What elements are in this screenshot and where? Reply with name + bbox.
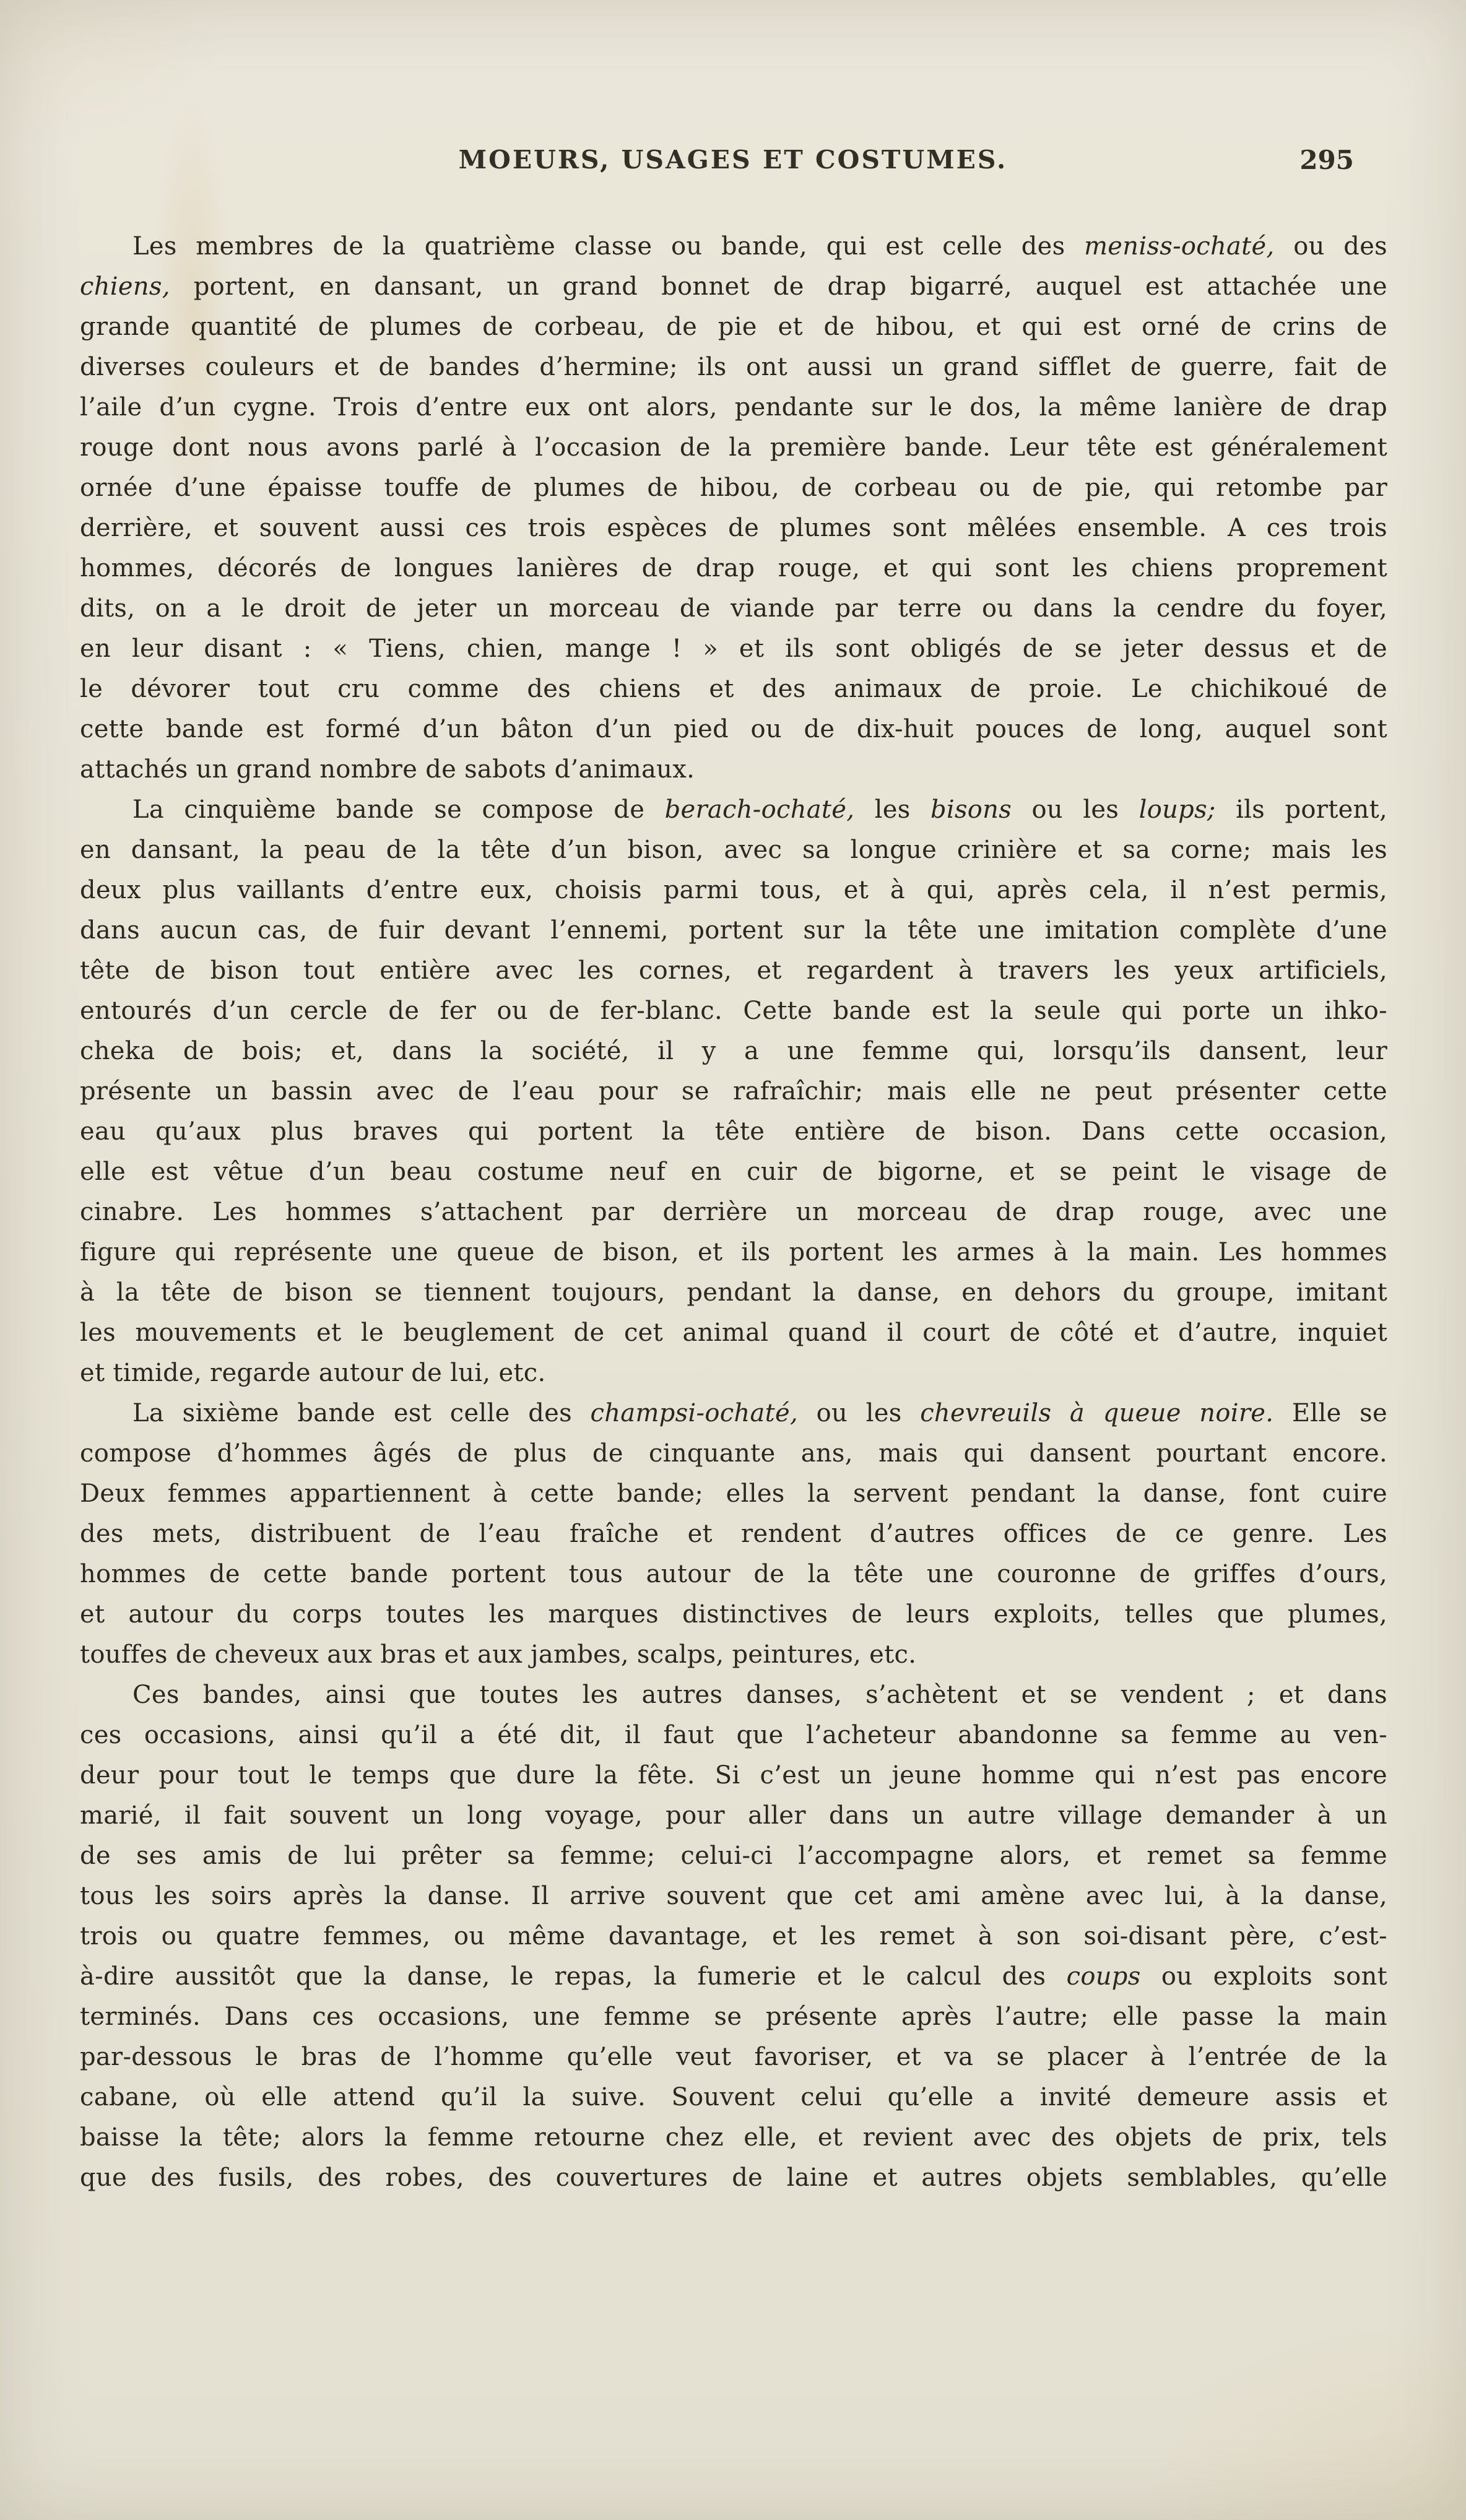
- text-segment: tous les soirs après la danse. Il arrive souvent que cet ami amène avec lui, à la danse,: [80, 1882, 1387, 1910]
- text-segment: par-dessous le bras de l’homme qu’elle veut favoriser, et va se placer à l’entrée de la: [80, 2043, 1387, 2071]
- text-segment: le dévorer tout cru comme des chiens et des animaux de proie. Le chichikoué de: [80, 675, 1387, 703]
- text-segment: Les membres de la quatrième classe ou bande, qui est celle des: [132, 232, 1085, 261]
- text-line: [80, 1031, 1387, 1072]
- text-segment: rouge dont nous avons parlé à l’occasion de la première bande. Leur tête est généralement: [80, 433, 1387, 462]
- text-line: [80, 1876, 1387, 1916]
- text-segment: trois ou quatre femmes, ou même davantage, et les remet à son soi-disant père, c’est-: [80, 1922, 1387, 1951]
- text-segment: ces occasions, ainsi qu’il a été dit, il faut que l’acheteur abandonne sa femme au ven-: [80, 1721, 1387, 1749]
- text-segment: bisons: [930, 795, 1012, 824]
- text-segment: à-dire aussitôt que la danse, le repas, la fumerie et le calcul des: [80, 1962, 1067, 1991]
- text-segment: ou les: [1012, 795, 1139, 824]
- text-line: [80, 1997, 1387, 2037]
- text-line: [80, 1916, 1387, 1957]
- running-header: [80, 145, 1386, 184]
- text-segment: compose d’hommes âgés de plus de cinquante ans, mais qui dansent pourtant encore.: [80, 1439, 1387, 1468]
- text-segment: terminés. Dans ces occasions, une femme se présente après l’autre; elle passe la main: [80, 2003, 1387, 2031]
- text-line: [80, 709, 1387, 750]
- paragraph: [80, 227, 1387, 790]
- text-line: [80, 1232, 1387, 1273]
- text-line: [80, 2037, 1387, 2077]
- text-segment: que des fusils, des robes, des couvertures de laine et autres objets semblables, qu’elle: [80, 2163, 1387, 2192]
- text-segment: des mets, distribuent de l’eau fraîche et rendent d’autres offices de ce genre. Les: [80, 1520, 1387, 1548]
- text-line: [80, 2158, 1387, 2198]
- text-line: [80, 1715, 1387, 1756]
- text-line: [80, 790, 1387, 830]
- text-segment: Deux femmes appartiennent à cette bande; elles la servent pendant la danse, font cuire: [80, 1479, 1387, 1508]
- text-segment: présente un bassin avec de l’eau pour se rafraîchir; mais elle ne peut présenter cette: [80, 1077, 1387, 1106]
- text-segment: La cinquième bande se compose de: [132, 795, 665, 824]
- text-segment: ou exploits sont: [1140, 1962, 1388, 1991]
- text-line: [80, 2077, 1387, 2118]
- text-line: [80, 1072, 1387, 1112]
- text-segment: figure qui représente une queue de bison, et ils portent les armes à la main. Les hommes: [80, 1238, 1387, 1266]
- text-segment: les: [854, 795, 930, 824]
- text-line: [80, 267, 1387, 307]
- text-line: [80, 227, 1387, 267]
- text-segment: de ses amis de lui prêter sa femme; celui-ci l’accompagne alors, et remet sa femme: [80, 1842, 1387, 1870]
- text-segment: deur pour tout le temps que dure la fête. Si c’est un jeune homme qui n’est pas encore: [80, 1761, 1387, 1790]
- text-line: [80, 428, 1387, 468]
- text-segment: touffes de cheveux aux bras et aux jambes, scalps, peintures, etc.: [80, 1640, 917, 1669]
- text-line: [80, 1273, 1387, 1313]
- text-line: [80, 388, 1387, 428]
- text-segment: attachés un grand nombre de sabots d’animaux.: [80, 755, 695, 784]
- paragraph: [80, 790, 1387, 1393]
- text-line: [80, 2118, 1387, 2158]
- text-line: [80, 589, 1387, 629]
- text-segment: grande quantité de plumes de corbeau, de pie et de hibou, et qui est orné de crins de: [80, 313, 1387, 341]
- page-number: 295: [1299, 145, 1354, 175]
- text-segment: chevreuils à queue noire.: [920, 1399, 1274, 1427]
- text-line: [80, 870, 1387, 911]
- text-segment: hommes, décorés de longues lanières de drap rouge, et qui sont les chiens proprement: [80, 554, 1387, 582]
- text-line: [80, 1393, 1387, 1434]
- text-line: [80, 307, 1387, 347]
- text-segment: elle est vêtue d’un beau costume neuf en cuir de bigorne, et se peint le visage de: [80, 1158, 1387, 1186]
- text-line: [80, 669, 1387, 709]
- text-line: [80, 1554, 1387, 1595]
- text-segment: en leur disant : « Tiens, chien, mange ! » et ils sont obligés de se jeter dessus et de: [80, 634, 1387, 663]
- text-segment: coups: [1066, 1962, 1141, 1991]
- text-segment: les mouvements et le beuglement de cet animal quand il court de côté et d’autre, inquiet: [80, 1318, 1387, 1347]
- paragraph: [80, 1675, 1387, 2198]
- text-segment: à la tête de bison se tiennent toujours, pendant la danse, en dehors du groupe, imitant: [80, 1278, 1387, 1307]
- text-line: [80, 1756, 1387, 1796]
- text-line: [80, 1152, 1387, 1192]
- text-segment: eau qu’aux plus braves qui portent la tête entière de bison. Dans cette occasion,: [80, 1117, 1387, 1146]
- text-segment: baisse la tête; alors la femme retourne chez elle, et revient avec des objets de prix, tels: [80, 2123, 1387, 2152]
- text-segment: entourés d’un cercle de fer ou de fer-blanc. Cette bande est la seule qui porte un ihko-: [80, 997, 1387, 1025]
- text-line: [80, 1434, 1387, 1474]
- text-line: [80, 629, 1387, 669]
- text-segment: loups;: [1139, 795, 1216, 824]
- text-line: [80, 347, 1387, 388]
- text-segment: ornée d’une épaisse touffe de plumes de hibou, de corbeau ou de pie, qui retombe par: [80, 474, 1387, 502]
- text-line: [80, 951, 1387, 991]
- text-line: [80, 1675, 1387, 1715]
- text-segment: et autour du corps toutes les marques distinctives de leurs exploits, telles que plumes,: [80, 1600, 1387, 1629]
- text-segment: meniss-ochaté,: [1084, 232, 1275, 261]
- text-segment: cinabre. Les hommes s’attachent par derrière un morceau de drap rouge, avec une: [80, 1198, 1387, 1226]
- text-line: [80, 830, 1387, 870]
- text-line: [80, 548, 1387, 589]
- text-segment: cabane, où elle attend qu’il la suive. Souvent celui qu’elle a invité demeure assis et: [80, 2083, 1387, 2111]
- text-segment: derrière, et souvent aussi ces trois espèces de plumes sont mêlées ensemble. A ces trois: [80, 514, 1387, 542]
- text-segment: diverses couleurs et de bandes d’hermine; ils ont aussi un grand sifflet de guerre, fait de: [80, 353, 1387, 381]
- text-segment: tête de bison tout entière avec les cornes, et regardent à travers les yeux artificiels,: [80, 956, 1387, 985]
- paragraph: [80, 1393, 1387, 1675]
- text-segment: l’aile d’un cygne. Trois d’entre eux ont alors, pendante sur le dos, la même lanière de drap: [80, 393, 1387, 422]
- text-line: [80, 1313, 1387, 1353]
- text-segment: cheka de bois; et, dans la société, il y a une femme qui, lorsqu’ils dansent, leur: [80, 1037, 1387, 1065]
- text-segment: berach-ochaté,: [664, 795, 855, 824]
- text-line: [80, 1192, 1387, 1232]
- text-line: [80, 991, 1387, 1031]
- text-segment: La sixième bande est celle des: [132, 1399, 591, 1427]
- text-segment: cette bande est formé d’un bâton d’un pied ou de dix-huit pouces de long, auquel sont: [80, 715, 1387, 743]
- text-line: [80, 1836, 1387, 1876]
- text-line: [80, 1796, 1387, 1836]
- text-line: [80, 1957, 1387, 1997]
- text-line: [80, 508, 1387, 548]
- running-header-title: MOEURS, USAGES ET COSTUMES.: [458, 145, 1008, 175]
- text-segment: en dansant, la peau de la tête d’un bison, avec sa longue crinière et sa corne; mais les: [80, 836, 1387, 864]
- text-line: [80, 1353, 1387, 1393]
- text-segment: dans aucun cas, de fuir devant l’ennemi, portent sur la tête une imitation complète d’une: [80, 916, 1387, 945]
- text-line: [80, 468, 1387, 508]
- text-segment: Ces bandes, ainsi que toutes les autres danses, s’achètent et se vendent ; et dans: [132, 1681, 1387, 1709]
- text-segment: et timide, regarde autour de lui, etc.: [80, 1359, 546, 1387]
- text-segment: ou les: [797, 1399, 921, 1427]
- text-segment: dits, on a le droit de jeter un morceau de viande par terre ou dans la cendre du foyer,: [80, 594, 1387, 623]
- text-segment: ils portent,: [1215, 795, 1387, 824]
- text-segment: deux plus vaillants d’entre eux, choisis parmi tous, et à qui, après cela, il n’est permis,: [80, 876, 1387, 904]
- text-block: [80, 227, 1387, 2198]
- text-segment: chiens,: [80, 272, 170, 301]
- text-segment: champsi-ochaté,: [590, 1399, 798, 1427]
- text-line: [80, 1514, 1387, 1554]
- text-line: [80, 1595, 1387, 1635]
- text-segment: ou des: [1274, 232, 1387, 261]
- text-line: [80, 1635, 1387, 1675]
- text-line: [80, 911, 1387, 951]
- text-segment: marié, il fait souvent un long voyage, pour aller dans un autre village demander à un: [80, 1801, 1387, 1830]
- text-segment: portent, en dansant, un grand bonnet de drap bigarré, auquel est attachée une: [170, 272, 1387, 301]
- text-line: [80, 1474, 1387, 1514]
- text-line: [80, 750, 1387, 790]
- text-line: [80, 1112, 1387, 1152]
- text-segment: Elle se: [1273, 1399, 1387, 1427]
- text-segment: hommes de cette bande portent tous autour de la tête une couronne de griffes d’ours,: [80, 1560, 1387, 1588]
